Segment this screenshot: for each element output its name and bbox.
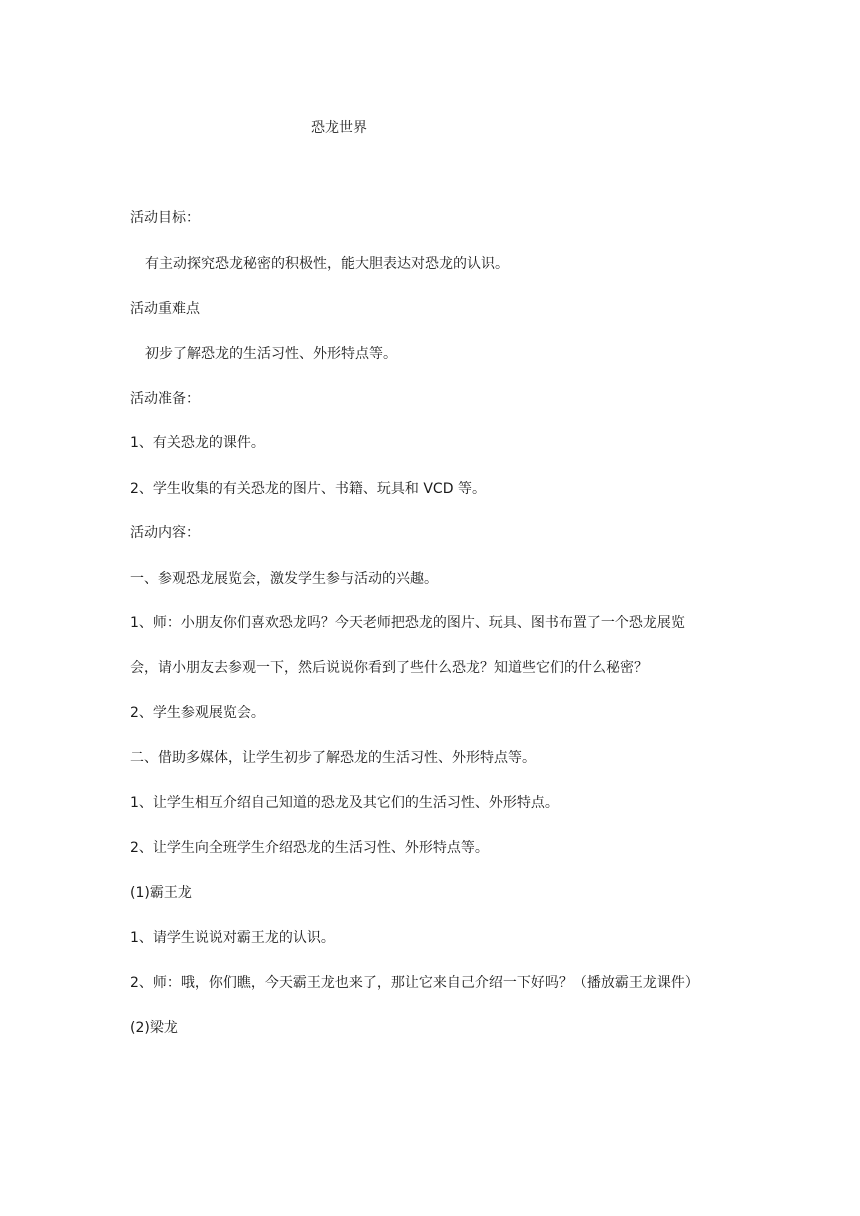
paragraph: (2)梁龙: [130, 1020, 178, 1036]
paragraph: 活动准备：: [130, 391, 200, 407]
paragraph: 初步了解恐龙的生活习性、外形特点等。: [145, 346, 397, 362]
paragraph: 2、学生收集的有关恐龙的图片、书籍、玩具和 VCD 等。: [130, 481, 486, 497]
paragraph: 二、借助多媒体，让学生初步了解恐龙的生活习性、外形特点等。: [130, 750, 536, 766]
paragraph: 1、师：小朋友你们喜欢恐龙吗？今天老师把恐龙的图片、玩具、图书布置了一个恐龙展览: [130, 615, 685, 631]
paragraph: (1)霸王龙: [130, 885, 192, 901]
paragraph: 活动重难点: [130, 301, 200, 317]
document-title: 恐龙世界: [311, 120, 367, 136]
paragraph: 1、有关恐龙的课件。: [130, 435, 265, 451]
paragraph: 一、参观恐龙展览会，激发学生参与活动的兴趣。: [130, 571, 438, 587]
paragraph: 有主动探究恐龙秘密的积极性，能大胆表达对恐龙的认识。: [145, 256, 509, 272]
paragraph: 1、请学生说说对霸王龙的认识。: [130, 930, 335, 946]
paragraph: 1、让学生相互介绍自己知道的恐龙及其它们的生活习性、外形特点。: [130, 795, 559, 811]
paragraph: 2、师：哦，你们瞧，今天霸王龙也来了，那让它来自己介绍一下好吗？（播放霸王龙课件）: [130, 975, 699, 991]
paragraph: 2、学生参观展览会。: [130, 705, 265, 721]
paragraph: 2、让学生向全班学生介绍恐龙的生活习性、外形特点等。: [130, 840, 489, 856]
paragraph: 活动内容：: [130, 525, 200, 541]
paragraph: 活动目标：: [130, 210, 200, 226]
paragraph: 会，请小朋友去参观一下，然后说说你看到了些什么恐龙？知道些它们的什么秘密？: [130, 660, 648, 676]
